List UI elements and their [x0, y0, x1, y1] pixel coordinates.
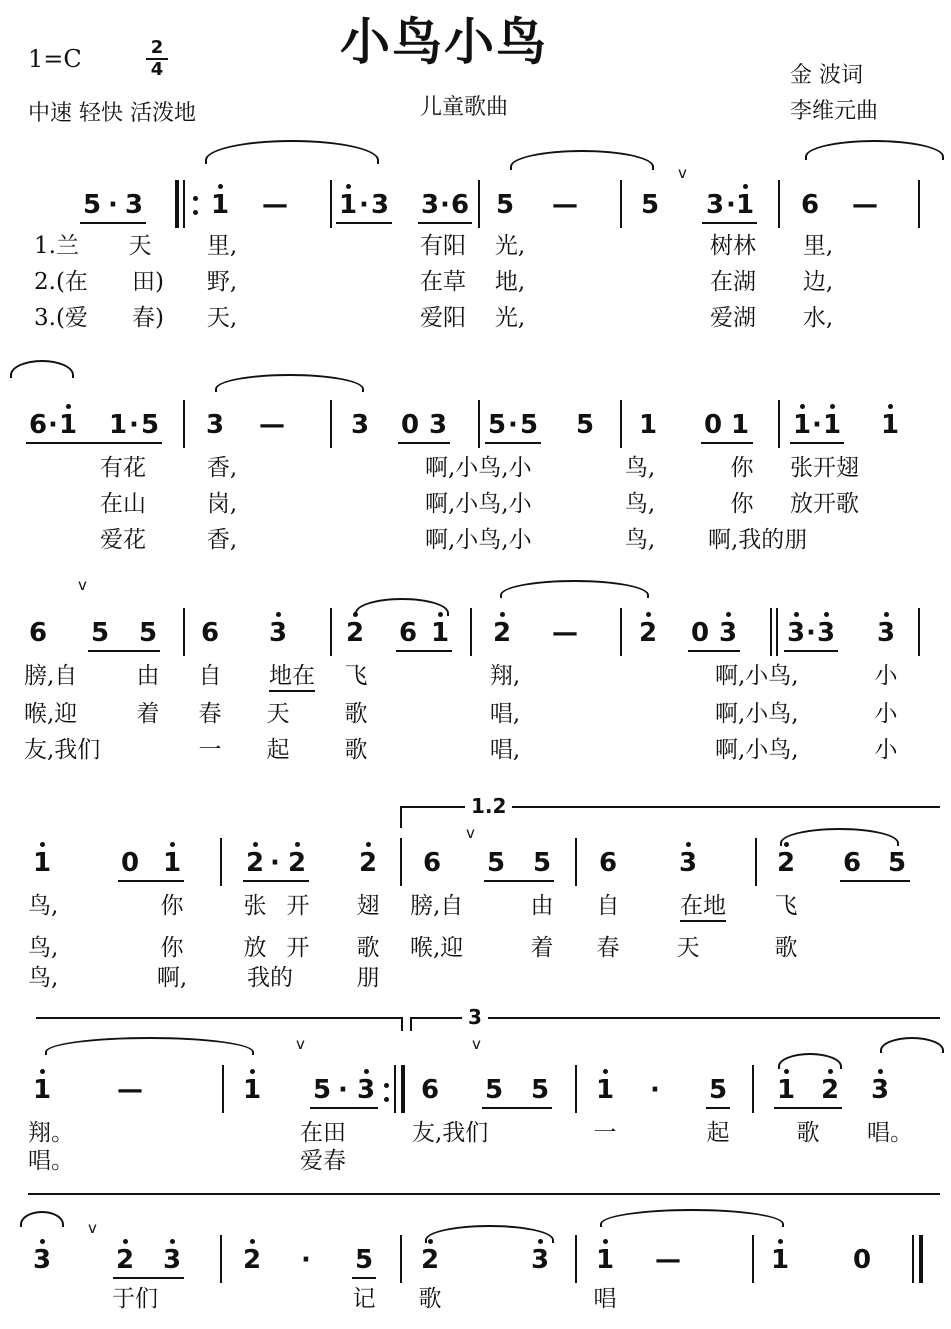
rest: 0	[400, 410, 420, 440]
note: 5	[887, 848, 907, 878]
note: 2	[420, 1245, 440, 1275]
note: 1	[58, 410, 78, 440]
note: 2	[287, 848, 307, 878]
time-signature	[146, 38, 168, 80]
lyric: 唱,	[489, 737, 521, 763]
note: 6	[28, 410, 48, 440]
system-4	[0, 790, 951, 1000]
lyric: 一	[198, 737, 222, 763]
lyric: 春)	[132, 305, 164, 331]
rest: 0	[120, 848, 140, 878]
dot-note: ·	[812, 410, 822, 440]
lyric: 喉,迎	[24, 701, 78, 727]
lyric: 野,	[206, 269, 238, 295]
breath-mark: v	[296, 1035, 305, 1053]
lyric: 友,我们	[24, 737, 101, 763]
lyric: 自	[596, 893, 620, 919]
note: 6	[598, 848, 618, 878]
note: 1	[735, 190, 755, 220]
rest: 0	[703, 410, 723, 440]
lyric: 爱花	[100, 527, 146, 553]
note: 1	[430, 618, 450, 648]
lyric: 放	[243, 935, 267, 961]
time-bottom: 4	[150, 59, 164, 80]
lyric: 在湖	[710, 269, 756, 295]
note: 1	[792, 410, 812, 440]
lyric: 鸟,	[28, 893, 59, 919]
lyric: 唱,	[489, 701, 521, 727]
lyric: 边,	[802, 269, 834, 295]
note: 6	[200, 618, 220, 648]
lyric: 起	[706, 1120, 730, 1146]
lyric: 着	[530, 935, 554, 961]
lyric: 歌	[344, 737, 368, 763]
note: 3	[162, 1245, 182, 1275]
lyric: 爱春	[300, 1148, 346, 1174]
note: 5	[82, 190, 102, 220]
breath-mark: v	[472, 1035, 481, 1053]
note: 6	[800, 190, 820, 220]
lyric: 里,	[206, 233, 238, 259]
note: 2	[776, 848, 796, 878]
note: 1	[595, 1245, 615, 1275]
note: 5	[312, 1075, 332, 1105]
lyric: 啊,小鸟,	[715, 737, 799, 763]
lyric: 鸟,	[624, 527, 656, 553]
lyric: 你	[160, 893, 184, 919]
system-1	[0, 140, 951, 340]
lyric: 喉,迎	[410, 935, 464, 961]
note: 5	[575, 410, 595, 440]
note: 1	[595, 1075, 615, 1105]
dash: —	[259, 410, 285, 440]
lyric: 小	[874, 737, 898, 763]
lyric: 啊,小鸟,	[715, 701, 799, 727]
note: 3	[370, 190, 390, 220]
note: 5	[708, 1075, 728, 1105]
note: 3	[124, 190, 144, 220]
lyric: 一	[593, 1120, 617, 1146]
lyric: 友,我们	[412, 1120, 489, 1146]
note: 1	[162, 848, 182, 878]
lyric: 你	[730, 491, 754, 517]
lyric: 鸟,	[624, 455, 656, 481]
lyricist-credit: 金 波词	[790, 63, 863, 88]
lyric: 地在	[269, 662, 315, 692]
note: 2	[345, 618, 365, 648]
note: 3	[428, 410, 448, 440]
lyric: 在草	[420, 269, 466, 295]
note: 3	[350, 410, 370, 440]
note: 5	[532, 848, 552, 878]
lyric: 自	[198, 663, 222, 689]
lyric: 着	[136, 701, 160, 727]
breath-mark: v	[78, 576, 87, 594]
lyric: 歌	[774, 935, 798, 961]
lyric: 田)	[132, 269, 164, 295]
dot-note: ·	[806, 618, 816, 648]
note: 5	[640, 190, 660, 220]
lyric: 爱阳	[420, 305, 466, 331]
note: 2	[492, 618, 512, 648]
note: 5	[519, 410, 539, 440]
lyric: 啊,小鸟,小	[425, 455, 532, 481]
note: 3	[816, 618, 836, 648]
note: 1	[210, 190, 230, 220]
note: 5	[530, 1075, 550, 1105]
dash: —	[552, 618, 578, 648]
note: 3	[870, 1075, 890, 1105]
key-signature: 1=C	[28, 45, 82, 73]
lyric: 由	[530, 893, 554, 919]
note: 6	[450, 190, 470, 220]
lyric: 香,	[206, 527, 238, 553]
lyric: 张	[243, 893, 267, 919]
breath-mark: v	[88, 1219, 97, 1237]
song-title: 小鸟小鸟	[340, 13, 548, 71]
lyric: 膀,自	[410, 893, 464, 919]
lyric: 你	[730, 455, 754, 481]
lyric: 由	[136, 663, 160, 689]
note: 2	[242, 1245, 262, 1275]
lyric: 水,	[802, 305, 834, 331]
lyric: 光,	[494, 305, 526, 331]
lyric: 有阳	[420, 233, 466, 259]
volta-1-2: 1.2	[465, 794, 512, 818]
lyric: 飞	[774, 893, 798, 919]
note: 6	[398, 618, 418, 648]
lyric: 鸟,	[28, 965, 59, 991]
lyric: 里,	[802, 233, 834, 259]
dot-note: ·	[129, 410, 139, 440]
lyric: 开	[286, 893, 310, 919]
note: 3	[268, 618, 288, 648]
lyric: 翅	[356, 893, 380, 919]
note: 1	[776, 1075, 796, 1105]
lyric: 春	[198, 701, 222, 727]
lyric: 翔。	[28, 1120, 74, 1146]
dot-note: ·	[359, 190, 369, 220]
dash: —	[552, 190, 578, 220]
note: 1	[822, 410, 842, 440]
note: 1	[242, 1075, 262, 1105]
note: 1	[32, 1075, 52, 1105]
lyric: 于们	[112, 1286, 158, 1312]
lyric: 有花	[100, 455, 146, 481]
breath-mark: v	[466, 824, 475, 842]
note: 1	[638, 410, 658, 440]
genre-label: 儿童歌曲	[420, 95, 509, 120]
note: 2	[115, 1245, 135, 1275]
note: 6	[842, 848, 862, 878]
note: 3	[356, 1075, 376, 1105]
lyric: 你	[160, 935, 184, 961]
rest: 0	[852, 1245, 872, 1275]
lyric: 天	[676, 935, 700, 961]
note: 5	[90, 618, 110, 648]
lyric: 天	[266, 701, 290, 727]
breath-mark: v	[678, 164, 687, 182]
lyric: 歌	[344, 701, 368, 727]
note: 2	[358, 848, 378, 878]
note: 5	[486, 848, 506, 878]
lyric: 开	[286, 935, 310, 961]
note: 1	[730, 410, 750, 440]
dot-note: ·	[726, 190, 736, 220]
lyric: 歌	[418, 1286, 442, 1312]
dot-note: ·	[508, 410, 518, 440]
lyric: 张开翅	[790, 455, 859, 481]
note: 1	[32, 848, 52, 878]
lyric: 在田	[300, 1120, 346, 1146]
lyric: 光,	[494, 233, 526, 259]
note: 5	[354, 1245, 374, 1275]
lyric: 朋	[356, 965, 380, 991]
lyric: 翔,	[489, 663, 521, 689]
system-2	[0, 350, 951, 560]
dash: —	[852, 190, 878, 220]
note: 3	[32, 1245, 52, 1275]
note: 1	[770, 1245, 790, 1275]
dot-note: ·	[48, 410, 58, 440]
lyric: 我的	[247, 965, 293, 991]
note: 2	[245, 848, 265, 878]
lyric: 树林	[710, 233, 756, 259]
lyric: 爱湖	[710, 305, 756, 331]
lyric: 在地	[680, 892, 726, 922]
time-top: 2	[150, 37, 164, 58]
lyric: 飞	[344, 663, 368, 689]
dot-note: ·	[338, 1075, 348, 1105]
dash: —	[262, 190, 288, 220]
dot-note: ·	[108, 190, 118, 220]
lyric: 唱	[593, 1286, 617, 1312]
note: 3	[530, 1245, 550, 1275]
lyric: 唱。	[28, 1148, 74, 1174]
lyric: 唱。	[867, 1120, 913, 1146]
lyric: 歌	[796, 1120, 820, 1146]
note: 5	[495, 190, 515, 220]
lyric: 天,	[206, 305, 238, 331]
note: 2	[638, 618, 658, 648]
volta-3: 3	[462, 1005, 488, 1029]
note: 5	[138, 618, 158, 648]
lyric: 春	[596, 935, 620, 961]
lyric: 2.(在	[34, 269, 88, 295]
lyric: 岗,	[206, 491, 238, 517]
system-5	[0, 1005, 951, 1185]
composer-credit: 李维元曲	[790, 99, 879, 124]
lyric: 小	[874, 701, 898, 727]
lyric: 啊,我的朋	[708, 527, 808, 553]
lyric: 3.(爱	[34, 305, 88, 331]
lyric: 记	[352, 1286, 376, 1312]
note: 5	[140, 410, 160, 440]
note: 3	[718, 618, 738, 648]
lyric: 鸟,	[624, 491, 656, 517]
note: 5	[487, 410, 507, 440]
lyric: 啊,小鸟,小	[425, 491, 532, 517]
lyric: 在山	[100, 491, 146, 517]
note: 1	[108, 410, 128, 440]
note: 6	[422, 848, 442, 878]
note: 3	[420, 190, 440, 220]
lyric: 起	[266, 737, 290, 763]
lyric: 小	[874, 663, 898, 689]
lyric: 啊,小鸟,小	[425, 527, 532, 553]
system-6	[0, 1185, 951, 1329]
note: 3	[705, 190, 725, 220]
lyric: 香,	[206, 455, 238, 481]
note: 5	[484, 1075, 504, 1105]
rest: 0	[690, 618, 710, 648]
note: 1	[880, 410, 900, 440]
note: 3	[205, 410, 225, 440]
system-3	[0, 570, 951, 785]
tempo-marking: 中速 轻快 活泼地	[28, 101, 196, 126]
note: 1	[338, 190, 358, 220]
dot-note: ·	[270, 848, 280, 878]
lyric: 啊,	[156, 965, 188, 991]
lyric: 地,	[494, 269, 526, 295]
note: 3	[678, 848, 698, 878]
note: 3	[786, 618, 806, 648]
note: 2	[820, 1075, 840, 1105]
dot-note: ·	[301, 1245, 311, 1275]
lyric: 天	[128, 233, 152, 259]
dot-note: ·	[650, 1075, 660, 1105]
note: 6	[28, 618, 48, 648]
dot-note: ·	[440, 190, 450, 220]
lyric: 膀,自	[24, 663, 78, 689]
dash: —	[117, 1075, 143, 1105]
note: 3	[876, 618, 896, 648]
dash: —	[655, 1245, 681, 1275]
lyric: 放开歌	[790, 491, 859, 517]
lyric: 1.兰	[34, 233, 79, 259]
lyric: 鸟,	[28, 935, 59, 961]
note: 6	[420, 1075, 440, 1105]
lyric: 啊,小鸟,	[715, 663, 799, 689]
lyric: 歌	[356, 935, 380, 961]
